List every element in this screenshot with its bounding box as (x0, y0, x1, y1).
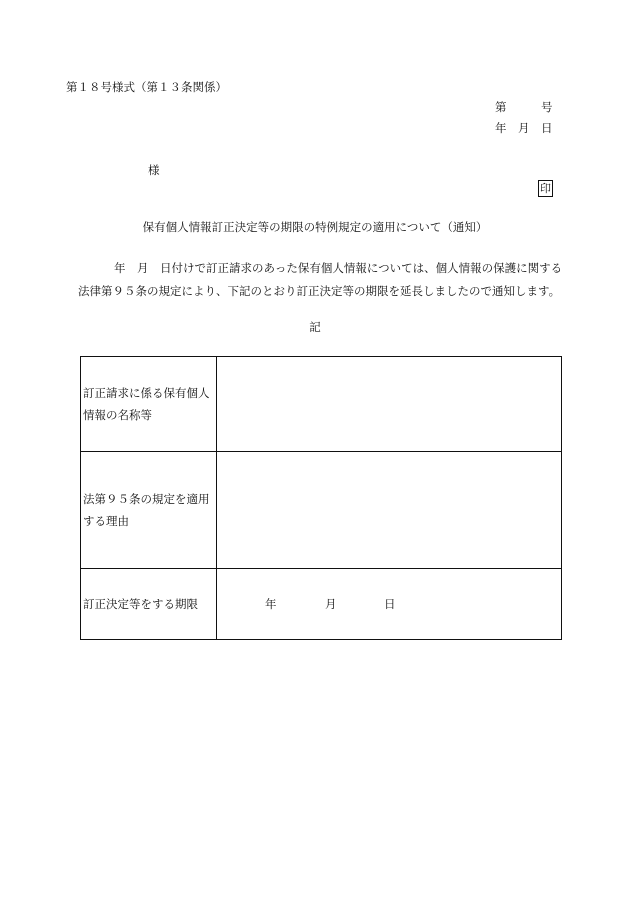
reason-label (81, 452, 217, 569)
table-row-deadline (81, 569, 562, 640)
item-name-value (217, 357, 562, 452)
recipient-honorific: 様 (148, 163, 160, 177)
table-row-item-name (81, 357, 562, 452)
deadline-day: 日 (384, 597, 396, 611)
document-title: 保有個人情報訂正決定等の期限の特例規定の適用について（通知） (142, 220, 488, 234)
deadline-month: 月 (325, 597, 337, 611)
deadline-label-line-1: 訂正決定等をする期限 (83, 597, 198, 611)
seal-stamp-box: 印 (540, 182, 551, 195)
reason-value (217, 452, 562, 569)
form-number: 第１８号様式（第１３条関係） (66, 80, 227, 94)
deadline-value (217, 569, 562, 640)
details-table (80, 356, 562, 640)
body-text-line-2: 法律第９５条の規定により、下記のとおり訂正決定等の期限を延長しましたので通知します。 (78, 284, 561, 298)
issue-date-year: 年 (495, 121, 507, 135)
deadline-label (81, 569, 217, 640)
item-name-label (81, 357, 217, 452)
reason-label-line-1: 法第９５条の規定を適用 (83, 492, 210, 506)
issue-date-day: 日 (541, 121, 553, 135)
issue-date-month: 月 (518, 121, 530, 135)
note-heading: 記 (309, 320, 321, 334)
reason-label-line-2: する理由 (83, 514, 129, 528)
item-name-label-line-2: 情報の名称等 (83, 408, 152, 422)
deadline-year: 年 (265, 597, 277, 611)
document-number-suffix: 号 (541, 100, 553, 114)
document-number-label: 第 (495, 100, 507, 114)
body-text-line-1: 年 月 日付けで訂正請求のあった保有個人情報については、個人情報の保護に関する (114, 261, 563, 275)
item-name-label-line-1: 訂正請求に係る保有個人 (83, 386, 210, 400)
table-row-reason (81, 452, 562, 569)
